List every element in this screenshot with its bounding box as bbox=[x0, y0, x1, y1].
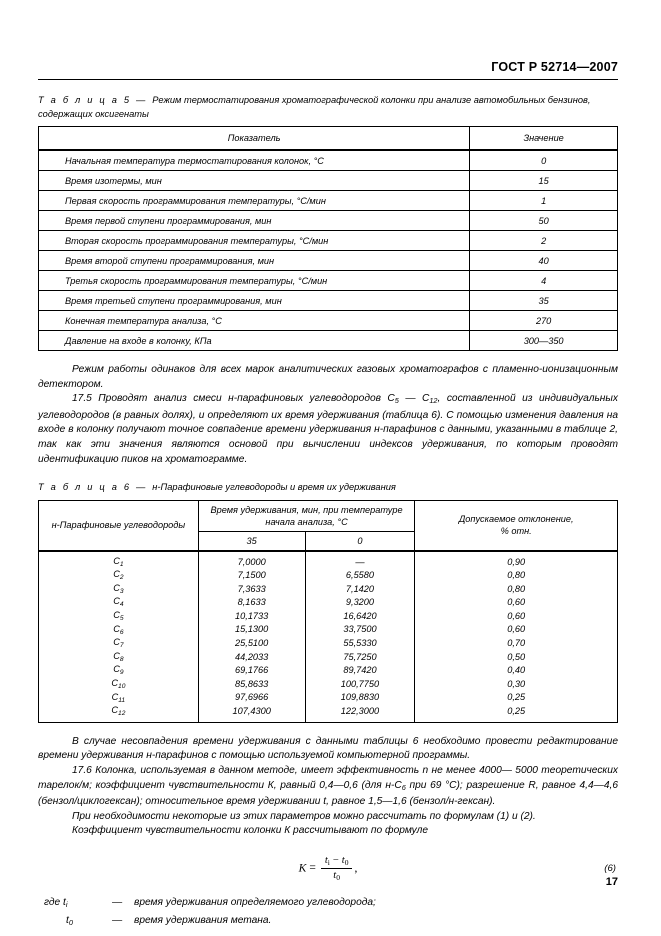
formula-legend bbox=[38, 895, 618, 930]
table6-t35: 7,1500 bbox=[198, 568, 305, 582]
table6-dev: 0,25 bbox=[415, 704, 618, 722]
table6-t35: 69,1766 bbox=[198, 663, 305, 677]
paragraph-formulas-note: При необходимости некоторые из этих параметров можно рассчитать по формулам (1) и (2). bbox=[72, 810, 536, 822]
formula-fraction bbox=[321, 855, 353, 882]
table-row bbox=[39, 150, 618, 171]
formula-numerator: $t_i - t_0$ bbox=[321, 855, 353, 869]
table6-carbon: $C_7$ bbox=[39, 636, 199, 650]
table5-body bbox=[39, 150, 618, 351]
table6-t0: 6,5580 bbox=[305, 568, 415, 582]
table6-caption-label: Т а б л и ц а 6 — bbox=[38, 482, 153, 493]
table6-dev: 0,25 bbox=[415, 691, 618, 705]
table6-caption-text: н-Парафиновые углеводороды и время их удерживания bbox=[152, 482, 396, 493]
table5-param: Конечная температура анализа, °С bbox=[39, 311, 470, 331]
paragraph-17-5-sub-12: 12 bbox=[429, 396, 438, 406]
table6-t35: 10,1733 bbox=[198, 609, 305, 623]
legend-row-ti bbox=[38, 895, 618, 913]
table6-col-header-temp-0: 0 bbox=[305, 531, 415, 551]
table6-carbon: $C_5$ bbox=[39, 609, 199, 623]
formula-block-6 bbox=[38, 853, 618, 893]
paragraph-17-5-sub-5: 5 bbox=[394, 396, 399, 406]
table5-value: 50 bbox=[470, 211, 618, 231]
paragraph-17-6-part2: при 69 °С); разрешение R, равное 4,4—4,6 (бензол/циклогексан); относительное время удерживании t, равное 1,5—1,6 (бензол/н-гексан). bbox=[38, 779, 618, 808]
table6-dev: 0,30 bbox=[415, 677, 618, 691]
table6-carbon: $C_4$ bbox=[39, 595, 199, 609]
table6-t35: 7,0000 bbox=[198, 551, 305, 569]
table5-value: 2 bbox=[470, 231, 618, 251]
formula-equals: = bbox=[309, 862, 316, 875]
table6-t0: 109,8830 bbox=[305, 691, 415, 705]
table6-t35: 97,6966 bbox=[198, 691, 305, 705]
table5-value: 0 bbox=[470, 150, 618, 171]
table6-carbon: $C_6$ bbox=[39, 623, 199, 637]
paragraph-after-table6: В случае несовпадения времени удерживания с данными таблицы 6 необходимо провести редактирование времени удерживания н-парафинов с помощью используемой компьютерной программы. bbox=[38, 735, 618, 762]
table5-caption-label: Т а б л и ц а 5 — bbox=[38, 95, 153, 105]
table5-param: Время второй ступени программирования, мин bbox=[39, 251, 470, 271]
legend-symbol-ti: где $t_i$ bbox=[44, 897, 68, 910]
table6-t0: 122,3000 bbox=[305, 704, 415, 722]
table6-header-row-1 bbox=[39, 500, 618, 531]
table6-header bbox=[39, 500, 618, 551]
document-standard-header: ГОСТ Р 52714—2007 bbox=[491, 60, 618, 74]
table-row bbox=[39, 582, 618, 596]
legend-dash: — bbox=[112, 914, 123, 926]
table6-t0: 16,6420 bbox=[305, 609, 415, 623]
table5-value: 35 bbox=[470, 291, 618, 311]
legend-text-ti: время удерживания определяемого углеводорода; bbox=[134, 897, 376, 909]
table6-t0: — bbox=[305, 551, 415, 569]
paragraph-regime: Режим работы одинаков для всех марок аналитических газовых хроматографов с пламенно-ионизационным детектором. bbox=[38, 364, 618, 390]
table5-value: 270 bbox=[470, 311, 618, 331]
table6-col-header-temp-35: 35 bbox=[198, 531, 305, 551]
table6-col-group-header-retention-time: Время удерживания, мин, при температуре начала анализа, °С bbox=[198, 500, 415, 531]
table5-param: Первая скорость программирования температуры, °С/мин bbox=[39, 191, 470, 211]
table6-col-header-hydrocarbons: н-Парафиновые углеводороды bbox=[39, 500, 199, 551]
table6-carbon: $C_2$ bbox=[39, 568, 199, 582]
formula-trailing-comma: , bbox=[354, 862, 358, 875]
table6-t35: 25,5100 bbox=[198, 636, 305, 650]
paragraph-17-6-sub-6: 6 bbox=[401, 782, 406, 792]
formula-lhs-K: K bbox=[298, 862, 307, 875]
table-row bbox=[39, 623, 618, 637]
table6-col-header-deviation-line2: % отн. bbox=[500, 526, 532, 537]
table6-t0: 7,1420 bbox=[305, 582, 415, 596]
table-row bbox=[39, 704, 618, 722]
paragraph-17-5 bbox=[38, 392, 618, 467]
table6-dev: 0,80 bbox=[415, 568, 618, 582]
table5-param: Давление на входе в колонку, КПа bbox=[39, 331, 470, 351]
table6-carbon: $C_3$ bbox=[39, 582, 199, 596]
table6-carbon: $C_1$ bbox=[39, 551, 199, 569]
table6-t35: 8,1633 bbox=[198, 595, 305, 609]
legend-text-t0: время удерживания метана. bbox=[134, 914, 272, 926]
paragraph-17-6-part1: 17.6 Колонка, используемая в данном методе, имеет эффективность n не менее 4000— 5000 теоретических тарелок/м; коэффициент чувствительности К, равный 0,4—0,6 (для н-С bbox=[38, 765, 618, 791]
table6-carbon: $C_{12}$ bbox=[39, 704, 199, 722]
table6-dev: 0,70 bbox=[415, 636, 618, 650]
table6-t35: 15,1300 bbox=[198, 623, 305, 637]
table-row bbox=[39, 231, 618, 251]
legend-dash: — bbox=[112, 897, 123, 909]
table6-t0: 9,3200 bbox=[305, 595, 415, 609]
table-row bbox=[39, 650, 618, 664]
table-row bbox=[39, 663, 618, 677]
table-row bbox=[39, 691, 618, 705]
table5-param: Время первой ступени программирования, мин bbox=[39, 211, 470, 231]
paragraph-17-5-part2: — С bbox=[398, 393, 430, 405]
table5-value: 4 bbox=[470, 271, 618, 291]
table6-caption bbox=[38, 481, 618, 495]
header-divider-rule bbox=[38, 79, 618, 80]
paragraph-17-6 bbox=[38, 764, 618, 810]
table6-dev: 0,60 bbox=[415, 623, 618, 637]
table6-body bbox=[39, 551, 618, 723]
table5-col-header-value: Значение bbox=[470, 127, 618, 151]
table6-dev: 0,80 bbox=[415, 582, 618, 596]
table6-carbon: $C_{11}$ bbox=[39, 691, 199, 705]
table5-caption bbox=[38, 94, 618, 121]
page-content bbox=[38, 94, 618, 930]
table5-header bbox=[39, 127, 618, 151]
legend-row-t0 bbox=[38, 913, 618, 931]
table6-t35: 107,4300 bbox=[198, 704, 305, 722]
table-5-thermostat-regime bbox=[38, 126, 618, 351]
table-row bbox=[39, 311, 618, 331]
table5-value: 40 bbox=[470, 251, 618, 271]
table5-caption-text: Режим термостатирования хроматографической колонки при анализе автомобильных бензинов, содержащих оксигенаты bbox=[38, 95, 591, 119]
table6-t0: 33,7500 bbox=[305, 623, 415, 637]
table6-dev: 0,90 bbox=[415, 551, 618, 569]
table5-param: Начальная температура термостатирования колонок, °С bbox=[39, 150, 470, 171]
table6-carbon: $C_{10}$ bbox=[39, 677, 199, 691]
formula-sensitivity-coefficient bbox=[38, 855, 618, 882]
table-row bbox=[39, 551, 618, 569]
table-row bbox=[39, 211, 618, 231]
table-row bbox=[39, 191, 618, 211]
table-row bbox=[39, 609, 618, 623]
table5-param: Время изотермы, мин bbox=[39, 171, 470, 191]
table5-value: 15 bbox=[470, 171, 618, 191]
table-row bbox=[39, 595, 618, 609]
paragraph-17-5-part1: 17.5 Проводят анализ смеси н-парафиновых углеводородов С bbox=[72, 393, 395, 405]
table6-col-header-deviation-line1: Допускаемое отклонение, bbox=[458, 514, 574, 525]
table-row bbox=[39, 251, 618, 271]
table-row bbox=[39, 568, 618, 582]
table6-dev: 0,40 bbox=[415, 663, 618, 677]
table6-t35: 7,3633 bbox=[198, 582, 305, 596]
table5-param: Вторая скорость программирования температуры, °С/мин bbox=[39, 231, 470, 251]
table6-col-header-deviation bbox=[415, 500, 618, 551]
table6-t0: 75,7250 bbox=[305, 650, 415, 664]
table6-dev: 0,50 bbox=[415, 650, 618, 664]
legend-symbol-t0: $t_0$ bbox=[66, 914, 73, 927]
table6-t0: 55,5330 bbox=[305, 636, 415, 650]
table-row bbox=[39, 271, 618, 291]
table5-value: 1 bbox=[470, 191, 618, 211]
table-row bbox=[39, 291, 618, 311]
table5-col-header-parameter: Показатель bbox=[39, 127, 470, 151]
table6-carbon: $C_8$ bbox=[39, 650, 199, 664]
table6-carbon: $C_9$ bbox=[39, 663, 199, 677]
table5-param: Третья скорость программирования температуры, °С/мин bbox=[39, 271, 470, 291]
table-row bbox=[39, 677, 618, 691]
page-number: 17 bbox=[605, 876, 618, 888]
table5-param: Время третьей ступени программирования, мин bbox=[39, 291, 470, 311]
table6-dev: 0,60 bbox=[415, 595, 618, 609]
formula-denominator: $t_0$ bbox=[333, 870, 340, 883]
table6-t35: 44,2033 bbox=[198, 650, 305, 664]
table-row bbox=[39, 171, 618, 191]
formula-number-6: (6) bbox=[604, 863, 616, 875]
table-6-paraffin-retention bbox=[38, 500, 618, 723]
table5-header-row bbox=[39, 127, 618, 151]
paragraph-coefficient-intro: Коэффициент чувствительности колонки К рассчитывают по формуле bbox=[72, 825, 429, 837]
paragraph-17-5-part3: , составленной из индивидуальных углеводородов (в равных долях), и определяют их время удерживания (таблица 6). С помощью изменения давления на входе в колонку получают точное совпадение времени удерживания н-парафинов с данными, указанными в таблице 2, так как эти значения являются основой при вычислении индексов удерживания, по которым проводят идентификацию пиков на хроматограмме. bbox=[38, 393, 618, 465]
table6-dev: 0,60 bbox=[415, 609, 618, 623]
table-row bbox=[39, 636, 618, 650]
table5-value: 300—350 bbox=[470, 331, 618, 351]
table6-t35: 85,8633 bbox=[198, 677, 305, 691]
table6-t0: 100,7750 bbox=[305, 677, 415, 691]
table-row bbox=[39, 331, 618, 351]
table6-t0: 89,7420 bbox=[305, 663, 415, 677]
